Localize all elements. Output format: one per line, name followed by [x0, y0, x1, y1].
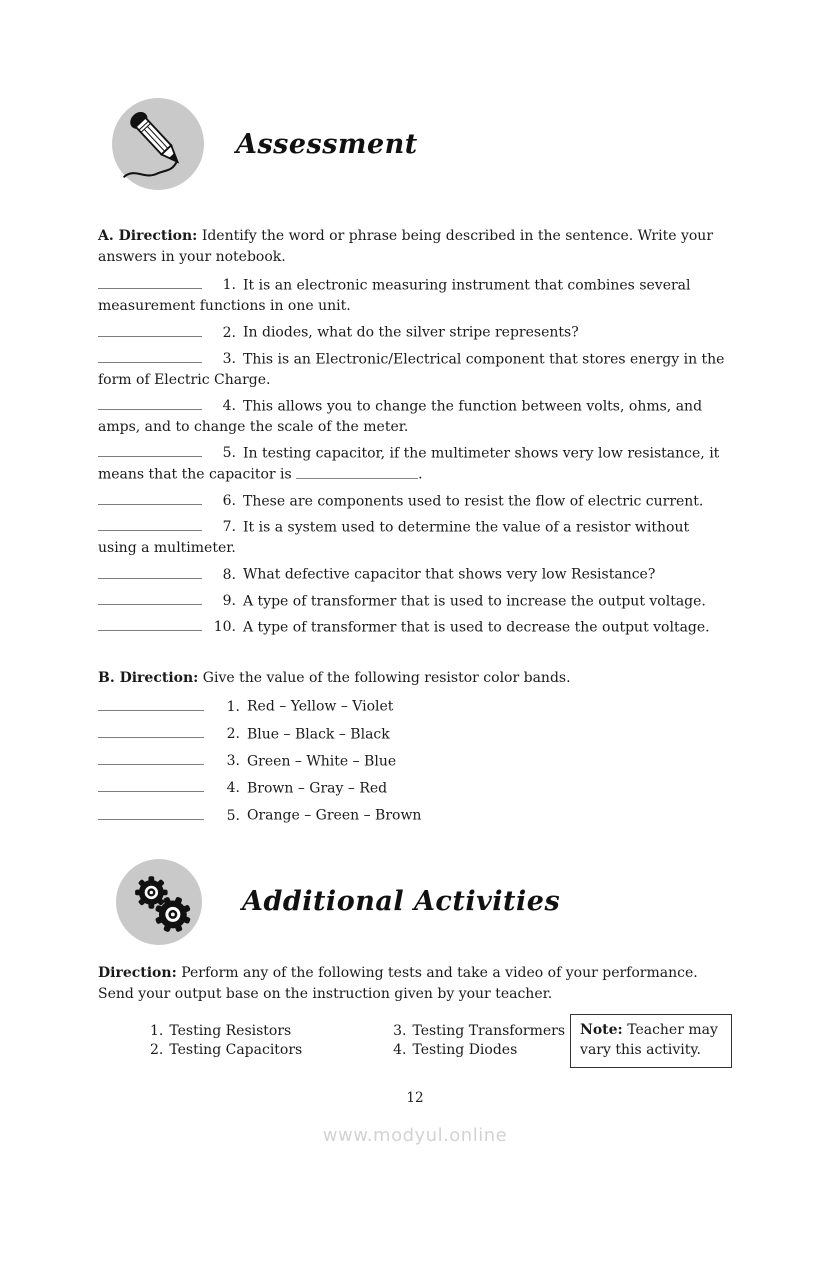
section-b-items: [98, 696, 732, 826]
question-text: A type of transformer that is used to decrease the output voltage.: [243, 619, 710, 636]
test-label: Testing Diodes: [412, 1041, 518, 1058]
additional-activities-header: [116, 859, 732, 945]
answer-blank: [98, 751, 204, 765]
answer-blank: [98, 724, 204, 738]
section-b-instruction: Give the value of the following resistor color bands.: [202, 670, 571, 687]
section-b-direction: [98, 668, 732, 689]
test-item-2: [150, 1041, 393, 1060]
item-text: Blue – Black – Black: [247, 725, 390, 742]
answer-blank: [98, 778, 204, 792]
question-text: These are components used to resist the flow of electric current.: [243, 493, 704, 510]
question-number: 7.: [222, 519, 236, 536]
question-text: This is an Electronic/Electrical component that stores energy in the form of Electric Charge.: [98, 350, 725, 388]
tests-column-2: [393, 1022, 570, 1060]
test-label: Testing Resistors: [169, 1022, 292, 1039]
answer-blank: [98, 696, 204, 710]
color-band-item-5: [98, 805, 732, 826]
additional-direction: [98, 963, 732, 1005]
additional-direction-label: Direction:: [98, 964, 177, 981]
question-text: This allows you to change the function between volts, ohms, and amps, and to change the scale of the meter.: [98, 398, 703, 436]
question-1: [98, 275, 732, 317]
question-number: 4.: [222, 398, 236, 415]
question-text: In testing capacitor, if the multimeter shows very low resistance, it means that the capacitor is: [98, 445, 720, 483]
test-item-4: [393, 1041, 570, 1060]
assessment-header: [112, 98, 732, 190]
test-item-3: [393, 1022, 570, 1041]
question-text: What defective capacitor that shows very low Resistance?: [243, 566, 656, 583]
section-a-questions: [98, 275, 732, 638]
color-band-item-1: [98, 696, 732, 717]
question-7: [98, 517, 732, 559]
question-text: It is a system used to determine the value of a resistor without using a multimeter.: [98, 519, 690, 557]
item-text: Brown – Gray – Red: [247, 780, 388, 797]
color-band-item-2: [98, 724, 732, 745]
question-3: [98, 349, 732, 391]
question-number: 3.: [222, 350, 236, 367]
question-number: 1.: [222, 277, 236, 294]
question-6: [98, 491, 732, 512]
test-item-1: [150, 1022, 393, 1041]
test-label: Testing Transformers: [412, 1022, 566, 1039]
worksheet-page: [0, 98, 826, 1146]
question-4: [98, 396, 732, 438]
question-number: 10.: [213, 619, 236, 636]
answer-blank: [98, 396, 202, 410]
answer-blank: [98, 617, 202, 631]
watermark: www.modyul.online: [322, 1124, 508, 1146]
gears-icon: [116, 859, 202, 945]
color-band-item-4: [98, 778, 732, 799]
question-number: 5.: [222, 445, 236, 462]
tests-column-1: [150, 1022, 393, 1060]
test-number: 3.: [393, 1022, 407, 1039]
item-text: Green – White – Blue: [247, 753, 397, 770]
pencil-icon: [112, 98, 204, 190]
answer-blank: [98, 491, 202, 505]
question-5: [98, 443, 732, 486]
answer-blank: [98, 517, 202, 531]
answer-blank: [98, 591, 202, 605]
question-number: 2.: [222, 324, 236, 341]
test-number: 1.: [150, 1022, 164, 1039]
additional-activities-title: Additional Activities: [242, 886, 561, 918]
question-text: It is an electronic measuring instrument that combines several measurement functions in one unit.: [98, 277, 691, 315]
answer-blank: [98, 275, 202, 289]
answer-blank: [98, 322, 202, 336]
question-text-end: .: [418, 466, 423, 483]
question-number: 9.: [222, 592, 236, 609]
assessment-title: Assessment: [236, 128, 418, 160]
section-a-instruction: Identify the word or phrase being described in the sentence. Write your answers in your notebook.: [98, 228, 714, 265]
section-a-label: A. Direction:: [98, 228, 198, 244]
color-band-item-3: [98, 751, 732, 772]
test-number: 2.: [150, 1041, 164, 1058]
item-text: Orange – Green – Brown: [247, 807, 422, 824]
item-number: 5.: [226, 807, 240, 824]
note-box: [570, 1014, 732, 1068]
page-number: 12: [406, 1089, 424, 1106]
answer-blank: [98, 443, 202, 457]
section-b-label: B. Direction:: [98, 670, 199, 687]
inline-answer-blank: [296, 464, 418, 478]
item-number: 1.: [226, 698, 240, 715]
answer-blank: [98, 564, 202, 578]
item-number: 3.: [226, 753, 240, 770]
item-number: 4.: [226, 780, 240, 797]
question-9: [98, 591, 732, 612]
tests-row: [98, 1022, 732, 1068]
test-label: Testing Capacitors: [169, 1041, 303, 1058]
test-number: 4.: [393, 1041, 407, 1058]
question-text: In diodes, what do the silver stripe represents?: [243, 324, 579, 341]
answer-blank: [98, 805, 204, 819]
note-text: Teacher may vary this activity.: [580, 1021, 718, 1058]
question-number: 8.: [222, 566, 236, 583]
question-number: 6.: [222, 493, 236, 510]
item-text: Red – Yellow – Violet: [247, 698, 394, 715]
question-10: [98, 617, 732, 638]
item-number: 2.: [226, 725, 240, 742]
note-label: Note:: [580, 1021, 623, 1038]
question-text: A type of transformer that is used to increase the output voltage.: [243, 592, 706, 609]
question-2: [98, 322, 732, 343]
answer-blank: [98, 349, 202, 363]
additional-instruction: Perform any of the following tests and take a video of your performance. Send your output base on the instruction given by your teacher.: [98, 964, 698, 1002]
question-8: [98, 564, 732, 585]
section-a-direction: [98, 226, 732, 268]
